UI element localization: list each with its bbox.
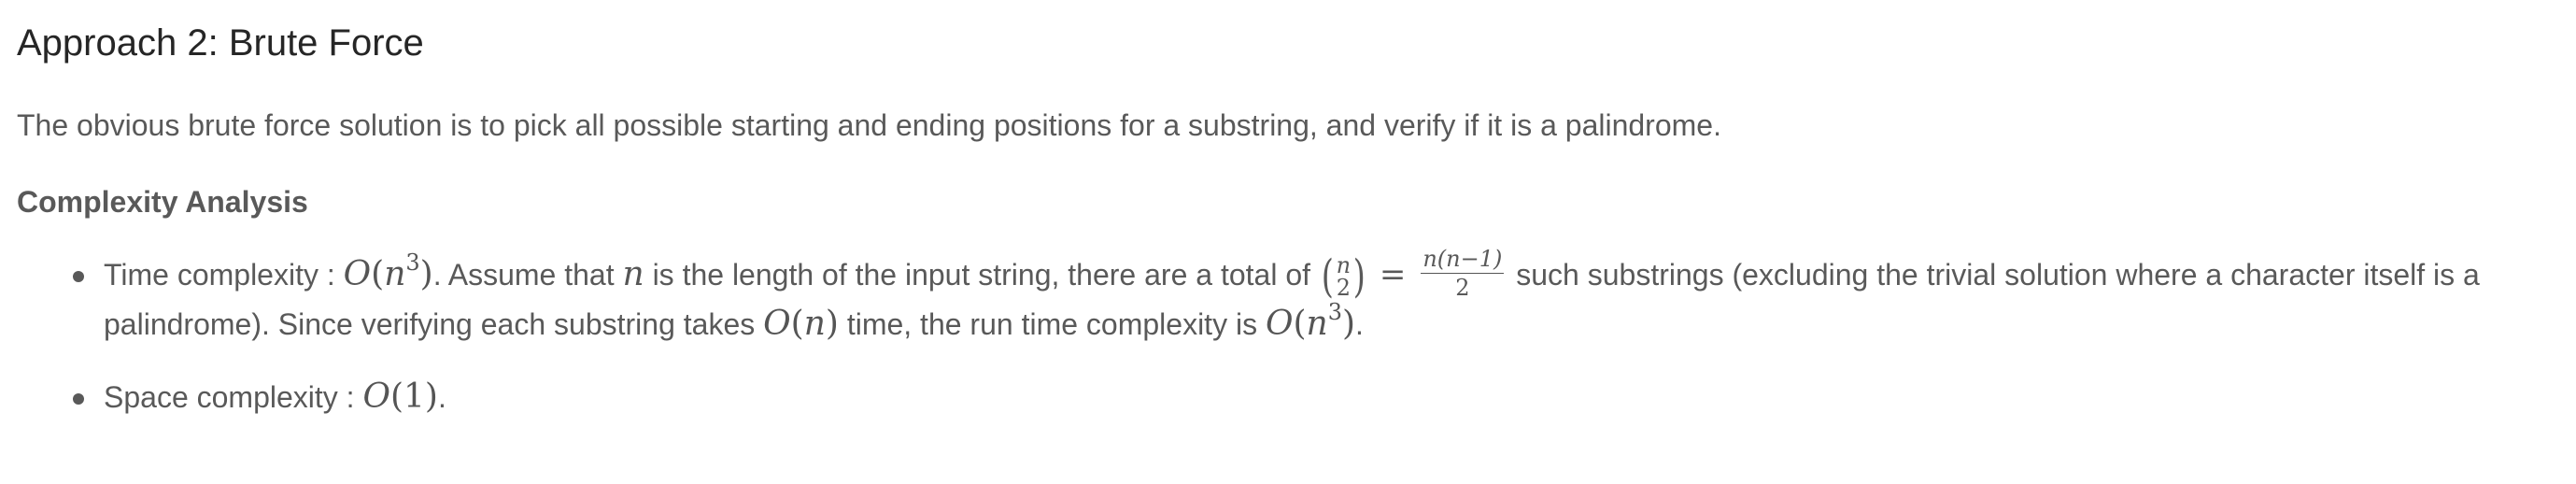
left-paren: ( [1293, 305, 1307, 344]
space-complexity-formula [362, 377, 438, 416]
time-text-end: . [1355, 307, 1364, 342]
bullet-dot-icon [73, 271, 84, 282]
space-complexity-label: Space complexity : [104, 380, 363, 415]
binom-top: n [1336, 251, 1352, 278]
n-variable: n [384, 255, 406, 293]
binomial-coefficient [1319, 249, 1368, 303]
space-complexity-item [17, 373, 2557, 421]
time-complexity-label: Time complexity : [104, 258, 344, 292]
right-paren: ) [419, 255, 433, 293]
right-paren: ) [825, 305, 839, 344]
time-text-runtime: time, the run time complexity is [838, 307, 1266, 342]
right-paren: ) [424, 377, 438, 417]
space-text-end: . [437, 380, 446, 415]
constant-one: 1 [403, 377, 425, 417]
verify-complexity-formula [763, 305, 839, 343]
time-complexity-item [17, 246, 2557, 349]
complexity-list [17, 246, 2557, 421]
time-text-length: is the length of the input string, there are a total of [644, 258, 1319, 292]
right-paren: ) [1341, 305, 1356, 344]
bullet-dot-icon [73, 393, 84, 405]
runtime-complexity-formula [1265, 299, 1356, 344]
big-o-symbol: O [343, 255, 372, 293]
section-heading: Approach 2: Brute Force [17, 22, 424, 64]
n-variable: n [803, 305, 826, 344]
n-variable-inline: n [622, 255, 644, 293]
binom-left-paren: ( [1321, 249, 1334, 303]
left-paren: ( [371, 255, 385, 293]
binom-bottom: 2 [1336, 274, 1351, 301]
equals-sign: = [1379, 256, 1407, 293]
complexity-heading: Complexity Analysis [17, 185, 308, 219]
fraction-denominator: 2 [1455, 275, 1470, 302]
left-paren: ( [389, 377, 404, 417]
fraction-numerator: n(n−1) [1422, 246, 1503, 273]
time-text-assume: . Assume that [432, 258, 623, 292]
big-o-symbol: O [763, 305, 791, 344]
n-variable: n [1306, 305, 1328, 344]
left-paren: ( [790, 305, 804, 344]
big-o-symbol: O [362, 377, 390, 417]
time-text-substrings: such substrings (excluding the trivial solution where a character itself is a palindrome). Since verifying each substring takes [104, 258, 2480, 342]
cube-exponent: 3 [1327, 299, 1342, 326]
big-o-symbol: O [1265, 305, 1294, 344]
binom-stack [1336, 251, 1352, 301]
time-complexity-formula [343, 249, 433, 293]
cube-exponent: 3 [405, 249, 420, 276]
substring-count-fraction [1421, 247, 1504, 300]
binom-right-paren: ) [1352, 249, 1366, 303]
intro-paragraph: The obvious brute force solution is to pick all possible starting and ending positions for a substring, and verify if it is a palindrome. [17, 108, 1721, 142]
